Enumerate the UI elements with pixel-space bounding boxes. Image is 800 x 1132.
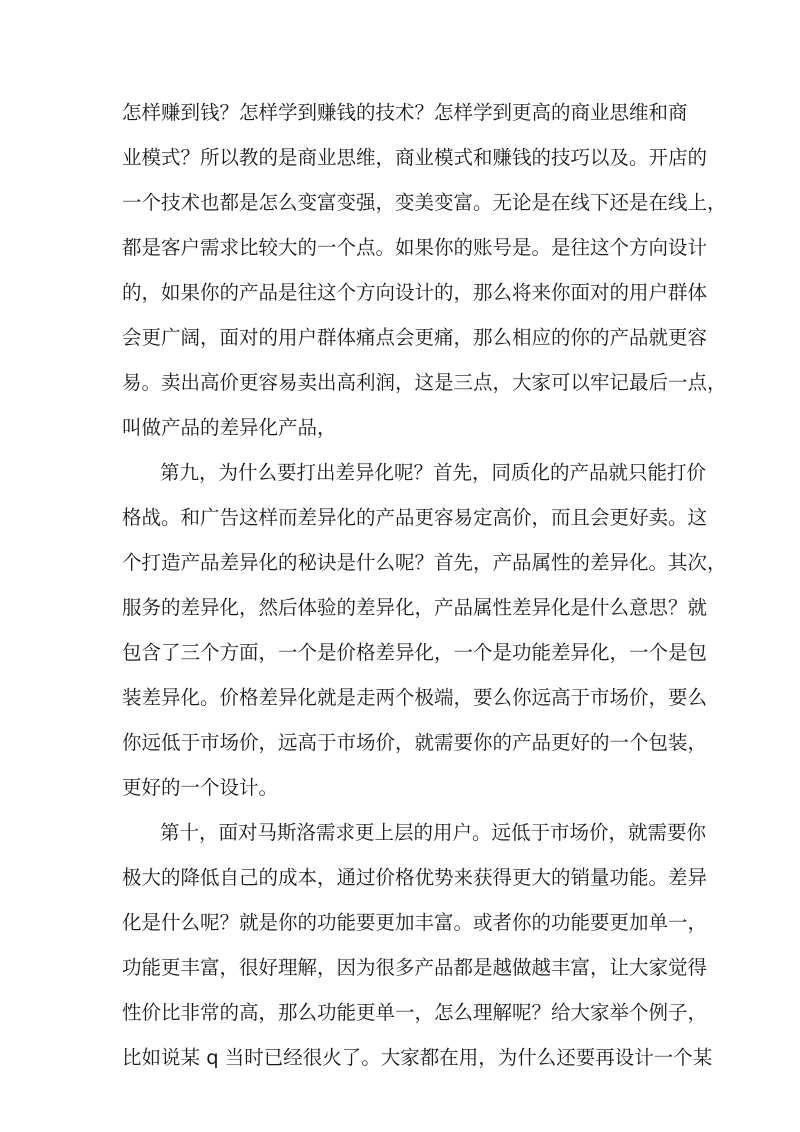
text-line: 极大的降低自己的成本，通过价格优势来获得更大的销量功能。差异 <box>122 866 708 889</box>
text-line: 服务的差异化，然后体验的差异化，产品属性差异化是什么意思？就 <box>122 596 708 619</box>
text-line: 包含了三个方面，一个是价格差异化，一个是功能差异化，一个是包 <box>122 641 708 664</box>
text-line: 会更广阔，面对的用户群体痛点会更痛，那么相应的你的产品就更容 <box>122 326 708 349</box>
text-line: 第九，为什么要打出差异化呢？首先，同质化的产品就只能打价 <box>160 461 707 484</box>
text-line: 都是客户需求比较大的一个点。如果你的账号是。是往这个方向设计 <box>122 236 708 259</box>
text-line: 更好的一个设计。 <box>122 776 279 799</box>
text-line: 一个技术也都是怎么变富变强，变美变富。无论是在线下还是在线上， <box>122 191 727 214</box>
text-line: 装差异化。价格差异化就是走两个极端，要么你远高于市场价，要么 <box>122 686 708 709</box>
text-line: 你远低于市场价，远高于市场价，就需要你的产品更好的一个包装， <box>122 731 708 754</box>
text-line: 业模式？所以教的是商业思维，商业模式和赚钱的技巧以及。开店的 <box>122 146 708 169</box>
text-line: 易。卖出高价更容易卖出高利润，这是三点，大家可以牢记最后一点， <box>122 371 727 394</box>
text-line: 第十，面对马斯洛需求更上层的用户。远低于市场价，就需要你 <box>160 821 707 844</box>
text-line: 性价比非常的高，那么功能更单一，怎么理解呢？给大家举个例子， <box>122 1001 708 1024</box>
text-line: 叫做产品的差异化产品， <box>122 416 337 439</box>
text-line: 格战。和广告这样而差异化的产品更容易定高价，而且会更好卖。这 <box>122 506 708 529</box>
text-line: 个打造产品差异化的秘诀是什么呢？首先，产品属性的差异化。其次， <box>122 551 727 574</box>
text-line: 功能更丰富，很好理解，因为很多产品都是越做越丰富，让大家觉得 <box>122 956 708 979</box>
text-line: 的，如果你的产品是往这个方向设计的，那么将来你面对的用户群体 <box>122 281 708 304</box>
text-line: 怎样赚到钱？怎样学到赚钱的技术？怎样学到更高的商业思维和商 <box>122 101 688 124</box>
text-line: 化是什么呢？就是你的功能要更加丰富。或者你的功能要更加单一， <box>122 911 708 934</box>
text-line: 比如说某 q 当时已经很火了。大家都在用，为什么还要再设计一个某 <box>122 1046 713 1069</box>
